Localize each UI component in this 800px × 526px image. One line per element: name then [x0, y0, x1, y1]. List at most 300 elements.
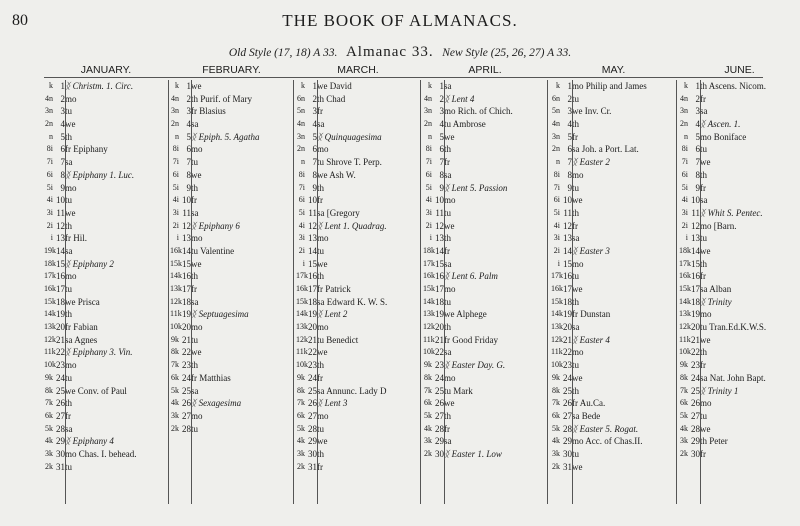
dominical-code: 13k	[551, 322, 563, 332]
day-row	[423, 182, 547, 195]
day-number: 4	[567, 119, 572, 130]
day-number: 25	[56, 385, 65, 396]
day-entry: sa Nat. John Bapt.	[700, 372, 766, 383]
day-entry: we David	[317, 81, 352, 91]
day-entry: tu	[444, 207, 452, 218]
day-entry: tu	[700, 144, 708, 155]
day-entry: tu	[317, 245, 325, 256]
day-number: 4	[60, 119, 65, 130]
day-number: 6	[439, 144, 444, 155]
dominical-code: 7k	[552, 398, 560, 408]
day-entry: sa	[191, 119, 199, 130]
day-entry: th Peter	[700, 436, 728, 447]
dominical-code: 5i	[172, 182, 179, 192]
dominical-code: n	[684, 131, 688, 141]
day-row	[551, 169, 676, 182]
day-row	[679, 143, 800, 156]
dominical-code: 2n	[297, 144, 305, 154]
day-entry: tu	[191, 334, 199, 345]
day-entry: tu Valentine	[191, 245, 235, 256]
day-number: 2	[695, 93, 700, 104]
dominical-code: 14k	[170, 271, 182, 281]
day-number: 5	[312, 131, 317, 142]
dominical-code: 4n	[552, 119, 560, 129]
almanac-subtitle	[0, 44, 800, 61]
dominical-code: 8k	[171, 347, 179, 357]
dominical-code: 2n	[680, 119, 688, 129]
day-row	[296, 334, 420, 347]
dominical-code: 3k	[424, 436, 432, 446]
day-number: 11	[56, 207, 65, 218]
dominical-code: 3k	[45, 448, 53, 458]
day-row	[679, 182, 800, 195]
day-number: 21	[182, 334, 191, 345]
day-number: 10	[691, 195, 700, 206]
column-rule	[65, 80, 66, 504]
day-row	[44, 448, 168, 461]
day-entry: ᛝ Septuagesima	[191, 309, 249, 320]
day-row	[296, 131, 420, 144]
day-entry: mo	[65, 93, 77, 104]
day-number: 23	[435, 360, 444, 371]
day-number: 27	[563, 410, 572, 421]
dominical-code: 7i	[553, 182, 560, 192]
dominical-code: 6n	[552, 93, 560, 103]
day-row	[44, 385, 168, 398]
day-entry: we	[317, 258, 328, 269]
day-number: 8	[312, 169, 317, 180]
day-entry: mo	[572, 347, 584, 358]
day-number: 26	[56, 398, 65, 409]
day-entry: ᛝ Lent 3	[317, 398, 348, 409]
day-entry: tu	[572, 360, 580, 371]
dominical-code: 9k	[171, 334, 179, 344]
dominical-code: 2k	[424, 448, 432, 458]
day-entry: th	[700, 258, 708, 269]
day-row	[44, 270, 168, 283]
day-number: 25	[182, 385, 191, 396]
day-entry: we	[444, 220, 455, 231]
day-entry: tu	[65, 461, 73, 472]
new-style-label: New Style (25, 26, 27) A 33.	[442, 47, 572, 59]
day-row	[679, 359, 800, 372]
day-row	[679, 207, 800, 220]
day-number: 26	[691, 398, 700, 409]
dominical-code: 8i	[425, 144, 432, 154]
day-entry: th Chad	[317, 93, 346, 104]
day-entry: th	[700, 347, 708, 358]
column-rule	[444, 80, 445, 504]
day-entry: th	[572, 385, 580, 396]
day-entry: th	[317, 182, 325, 193]
day-entry: tu Ambrose	[444, 119, 486, 130]
dominical-code: 4i	[46, 195, 53, 205]
day-entry: fr Good Friday	[444, 334, 498, 345]
dominical-code: 8k	[424, 372, 432, 382]
day-row	[679, 169, 800, 182]
day-entry: th	[191, 271, 199, 282]
dominical-code: 11k	[296, 347, 308, 357]
day-number: 27	[691, 410, 700, 421]
day-number: 5	[186, 131, 191, 142]
day-entry: th	[317, 360, 325, 371]
month-column	[423, 80, 547, 461]
day-number: 1	[312, 81, 317, 91]
day-entry: fr	[700, 182, 706, 193]
day-number: 10	[308, 195, 317, 206]
column-rule	[572, 80, 573, 504]
day-row	[170, 207, 293, 220]
day-entry: mo Chas. I. behead.	[65, 448, 137, 459]
day-number: 23	[56, 360, 65, 371]
day-entry: sa Alban	[700, 284, 732, 294]
day-entry: th	[65, 398, 73, 409]
day-row	[679, 385, 800, 398]
dominical-code: 4i	[681, 195, 688, 205]
day-row	[170, 270, 293, 283]
dominical-code: 6i	[172, 169, 179, 179]
day-row	[679, 448, 800, 461]
day-number: 29	[691, 436, 700, 447]
day-number: 10	[435, 195, 444, 206]
day-row	[679, 397, 800, 410]
day-row	[551, 296, 676, 309]
day-entry: ᛝ Epiphany 3. Vin.	[65, 347, 133, 358]
day-entry: th	[317, 448, 325, 459]
day-number: 8	[60, 169, 65, 180]
day-entry: th	[444, 144, 452, 155]
day-entry: th	[444, 233, 452, 244]
day-entry: fr	[444, 423, 450, 434]
day-number: 24	[308, 372, 317, 383]
day-entry: th	[65, 220, 73, 231]
day-row	[296, 105, 420, 118]
day-row	[44, 220, 168, 233]
dominical-code: 2i	[553, 245, 560, 255]
dominical-code: 2i	[681, 220, 688, 230]
day-row	[679, 346, 800, 359]
day-row	[170, 359, 293, 372]
day-number: 26	[182, 398, 191, 409]
day-row	[170, 334, 293, 347]
day-number: 20	[182, 322, 191, 333]
day-row	[423, 283, 547, 296]
dominical-code: 3n	[171, 106, 179, 116]
dominical-code: 7i	[681, 157, 688, 167]
day-row	[44, 346, 168, 359]
day-number: 17	[182, 284, 191, 294]
day-number: 14	[435, 245, 444, 256]
day-row	[44, 296, 168, 309]
dominical-code: 13k	[296, 322, 308, 332]
day-entry: sa	[191, 385, 199, 396]
day-entry: we	[572, 372, 583, 383]
day-row	[679, 283, 800, 296]
day-number: 23	[308, 360, 317, 371]
day-row	[296, 448, 420, 461]
day-row	[423, 372, 547, 385]
day-row	[423, 232, 547, 245]
dominical-code: 2i	[425, 220, 432, 230]
day-row	[679, 270, 800, 283]
dominical-code: 6i	[553, 195, 560, 205]
day-entry: we	[700, 423, 711, 434]
day-row	[551, 334, 676, 347]
day-number: 9	[186, 182, 191, 193]
day-number: 15	[308, 258, 317, 269]
month-heading: MARCH.	[337, 64, 379, 76]
day-entry: we	[700, 245, 711, 256]
day-row	[423, 308, 547, 321]
day-entry: ᛝ Lent 5. Passion	[444, 182, 508, 193]
day-row	[551, 156, 676, 169]
dominical-code: 4n	[45, 93, 53, 103]
day-number: 30	[56, 448, 65, 459]
dominical-code: 10k	[551, 360, 563, 370]
month-heading: FEBRUARY.	[202, 64, 261, 76]
day-entry: we	[191, 81, 202, 91]
day-number: 27	[56, 410, 65, 421]
day-number: 12	[691, 220, 700, 231]
dominical-code: 16k	[170, 245, 182, 255]
dominical-code: 4k	[680, 423, 688, 433]
day-number: 21	[308, 334, 317, 345]
day-row	[296, 372, 420, 385]
day-row	[170, 423, 293, 436]
day-number: 21	[563, 334, 572, 345]
day-row	[44, 156, 168, 169]
dominical-code: 12k	[423, 322, 435, 332]
dominical-code: 4n	[297, 119, 305, 129]
day-row	[551, 321, 676, 334]
day-number: 25	[691, 385, 700, 396]
day-entry: fr Fabian	[65, 322, 98, 333]
day-row	[551, 194, 676, 207]
dominical-code: 7k	[297, 398, 305, 408]
day-entry: we Ash W.	[317, 169, 356, 180]
day-row	[551, 359, 676, 372]
dominical-code: 5i	[425, 182, 432, 192]
day-row	[679, 118, 800, 131]
day-number: 7	[312, 157, 317, 168]
day-row	[296, 321, 420, 334]
day-row	[44, 410, 168, 423]
day-row	[296, 232, 420, 245]
dominical-code: n	[49, 131, 53, 141]
day-number: 30	[563, 448, 572, 459]
dominical-code: 7i	[172, 157, 179, 167]
day-row	[423, 156, 547, 169]
dominical-code: 17k	[296, 271, 308, 281]
dominical-code: 10k	[170, 322, 182, 332]
day-number: 18	[308, 296, 317, 307]
day-row	[423, 321, 547, 334]
dominical-code: 2i	[172, 220, 179, 230]
day-entry: sa	[444, 347, 452, 358]
day-entry: we	[700, 334, 711, 345]
day-number: 18	[182, 296, 191, 307]
day-number: 10	[563, 195, 572, 206]
day-row	[679, 423, 800, 436]
day-row	[170, 283, 293, 296]
day-number: 25	[435, 385, 444, 396]
day-entry: tu	[572, 182, 580, 193]
dominical-code: i	[429, 233, 432, 243]
day-row	[551, 258, 676, 271]
day-row	[296, 308, 420, 321]
day-row	[551, 93, 676, 106]
day-entry: sa	[572, 322, 580, 333]
day-number: 13	[435, 233, 444, 244]
dominical-code: 2n	[45, 119, 53, 129]
day-row	[551, 245, 676, 258]
day-entry: ᛝ Whit S. Pentec.	[700, 207, 763, 218]
day-number: 14	[691, 245, 700, 256]
dominical-code: 8i	[681, 144, 688, 154]
day-number: 3	[186, 106, 191, 117]
day-row	[44, 232, 168, 245]
day-number: 19	[56, 309, 65, 320]
day-number: 8	[186, 169, 191, 180]
dominical-code: 15k	[423, 284, 435, 293]
day-number: 20	[691, 322, 700, 333]
day-number: 24	[435, 372, 444, 383]
day-number: 31	[308, 461, 317, 472]
day-number: 29	[435, 436, 444, 447]
dominical-code: 17k	[679, 258, 691, 268]
day-entry: th	[572, 207, 580, 218]
day-entry: mo	[65, 271, 77, 282]
day-entry: we	[65, 119, 76, 130]
day-row	[679, 93, 800, 106]
day-entry: sa Agnes	[65, 334, 98, 345]
day-row	[44, 359, 168, 372]
day-row	[679, 245, 800, 258]
day-entry: we	[317, 436, 328, 447]
day-number: 11	[691, 207, 700, 218]
day-number: 19	[182, 309, 191, 320]
day-row	[170, 385, 293, 398]
dominical-code: 5k	[680, 410, 688, 420]
day-row	[423, 131, 547, 144]
day-row	[423, 435, 547, 448]
day-row	[423, 93, 547, 106]
day-entry: sa	[65, 423, 73, 434]
day-row	[296, 296, 420, 309]
day-number: 5	[439, 131, 444, 142]
dominical-code: 15k	[296, 296, 308, 306]
day-entry: ᛝ Ascen. 1.	[700, 119, 741, 130]
day-row	[44, 143, 168, 156]
dominical-code: k	[428, 81, 432, 90]
dominical-code: 3n	[680, 106, 688, 116]
day-entry: mo	[191, 322, 203, 333]
day-entry: mo	[317, 144, 329, 155]
month-heading: APRIL.	[468, 64, 502, 76]
day-row	[423, 105, 547, 118]
day-number: 21	[691, 334, 700, 345]
day-entry: mo	[444, 195, 456, 206]
dominical-code: 14k	[296, 309, 308, 319]
day-row	[170, 131, 293, 144]
day-row	[170, 232, 293, 245]
dominical-code: 3n	[424, 106, 432, 116]
dominical-code: 4i	[553, 220, 560, 230]
day-number: 1	[567, 81, 572, 91]
day-row	[551, 182, 676, 195]
column-rule	[700, 80, 701, 504]
day-row	[44, 207, 168, 220]
running-head: THE BOOK OF ALMANACS.	[282, 11, 518, 30]
day-entry: mo	[191, 410, 203, 421]
day-row	[423, 410, 547, 423]
day-row	[170, 80, 293, 93]
day-number: 2	[186, 93, 191, 104]
day-number: 7	[60, 157, 65, 168]
month-heading: MAY.	[601, 64, 626, 76]
dominical-code: 4k	[552, 436, 560, 446]
day-entry: tu Tran.Ed.K.W.S.	[700, 322, 767, 333]
day-number: 1	[439, 81, 444, 91]
day-entry: sa	[444, 436, 452, 447]
dominical-code: 3i	[172, 207, 179, 217]
month-heading: JANUARY.	[80, 64, 132, 76]
day-number: 22	[435, 347, 444, 358]
day-row	[551, 461, 676, 474]
day-entry: mo	[317, 410, 329, 421]
dominical-code: 9k	[297, 372, 305, 382]
day-entry: fr	[444, 157, 450, 168]
day-number: 11	[182, 207, 191, 218]
day-entry: fr	[444, 245, 450, 256]
day-number: 3	[439, 106, 444, 117]
day-row	[44, 334, 168, 347]
month-column	[679, 80, 800, 461]
day-number: 3	[60, 106, 65, 117]
day-number: 26	[308, 398, 317, 409]
day-row	[551, 105, 676, 118]
day-number: 6	[695, 144, 700, 155]
day-row	[296, 270, 420, 283]
day-number: 24	[56, 372, 65, 383]
month-column	[551, 80, 676, 473]
day-entry: mo Boniface	[700, 131, 747, 142]
day-row	[170, 156, 293, 169]
day-entry: th	[444, 410, 452, 421]
day-entry: tu	[700, 410, 708, 421]
day-row	[296, 283, 420, 296]
day-row	[44, 435, 168, 448]
dominical-code: 5i	[681, 182, 688, 192]
day-entry: sa	[191, 207, 199, 218]
day-row	[679, 131, 800, 144]
day-entry: ᛝ Epiphany 2	[65, 258, 114, 269]
day-entry: tu	[317, 423, 325, 434]
day-number: 28	[182, 423, 191, 434]
dominical-code: k	[684, 81, 688, 90]
dominical-code: 17k	[551, 271, 563, 281]
day-number: 16	[435, 271, 444, 282]
day-number: 29	[563, 436, 572, 447]
day-entry: fr Epiphany	[65, 144, 108, 155]
day-row	[296, 258, 420, 271]
dominical-code: 16k	[423, 271, 435, 281]
day-row	[170, 321, 293, 334]
day-number: 4	[312, 119, 317, 130]
dominical-code: 13k	[44, 322, 56, 332]
dominical-code: 4n	[171, 93, 179, 103]
day-entry: sa [Gregory	[317, 207, 360, 218]
